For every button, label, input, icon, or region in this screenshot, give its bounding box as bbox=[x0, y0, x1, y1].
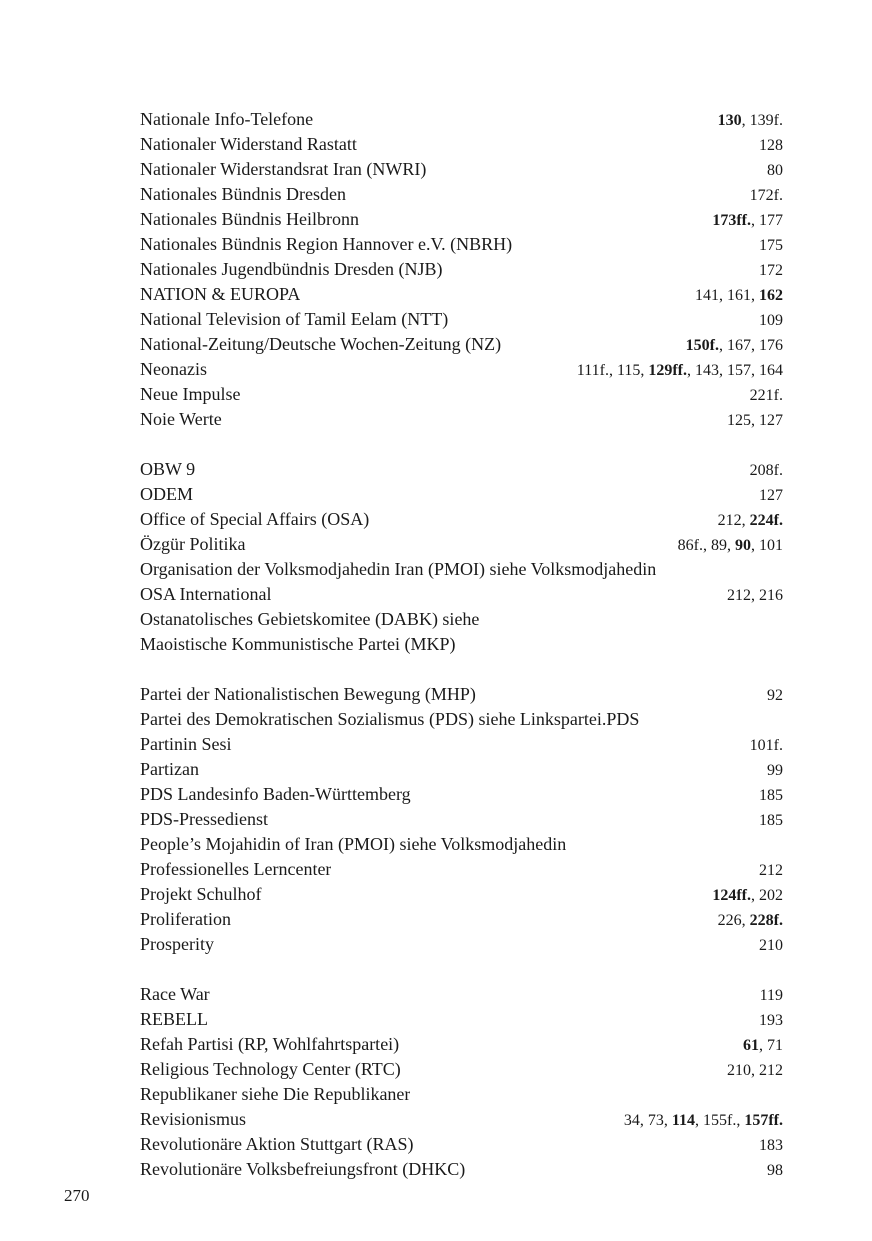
index-entry bbox=[140, 382, 783, 407]
index-term: Prosperity bbox=[140, 934, 214, 954]
page-ref: , 143, 157, 164 bbox=[687, 362, 783, 379]
page-references bbox=[666, 533, 783, 558]
page-references bbox=[747, 1008, 783, 1033]
page-ref: 210, 212 bbox=[727, 1062, 783, 1079]
index-entry bbox=[140, 157, 783, 182]
index-term: Race War bbox=[140, 984, 210, 1004]
page-references bbox=[706, 108, 783, 133]
page-ref: 98 bbox=[767, 1162, 783, 1179]
page-references bbox=[755, 158, 783, 183]
index-term: Nationales Bündnis Dresden bbox=[140, 184, 346, 204]
page-ref-main: 130 bbox=[717, 112, 742, 129]
index-term: Neue Impulse bbox=[140, 384, 241, 404]
index-entry bbox=[140, 757, 783, 782]
page-references bbox=[565, 358, 783, 383]
index-term: Partizan bbox=[140, 759, 199, 779]
index-term: PDS Landesinfo Baden-Württemberg bbox=[140, 784, 411, 804]
index-term: National-Zeitung/Deutsche Wochen-Zeitung (NZ) bbox=[140, 334, 502, 354]
index-entry bbox=[140, 482, 783, 507]
page-ref: 127 bbox=[759, 487, 783, 504]
page-ref: 183 bbox=[759, 1137, 783, 1154]
index-entry bbox=[140, 782, 783, 807]
index-entry bbox=[140, 507, 783, 532]
index-term: PDS-Pressedienst bbox=[140, 809, 269, 829]
index-term: Refah Partisi (RP, Wohlfahrtspartei) bbox=[140, 1034, 400, 1054]
index-entry bbox=[140, 107, 783, 132]
page-ref: , 155f., bbox=[695, 1112, 745, 1129]
index-term: OSA International bbox=[140, 584, 272, 604]
index-term: Nationales Jugendbündnis Dresden (NJB) bbox=[140, 259, 443, 279]
page-references bbox=[683, 283, 783, 308]
index-term: ODEM bbox=[140, 484, 193, 504]
page-references bbox=[706, 908, 783, 933]
index-entry bbox=[140, 1132, 783, 1157]
page-ref: 80 bbox=[767, 162, 783, 179]
index-term: NATION & EUROPA bbox=[140, 284, 301, 304]
page-references bbox=[700, 208, 783, 233]
index-term: Nationaler Widerstand Rastatt bbox=[140, 134, 357, 154]
page-references bbox=[715, 1058, 783, 1083]
page-references bbox=[755, 683, 783, 708]
page-references bbox=[747, 808, 783, 833]
page-references bbox=[748, 983, 783, 1008]
index-entry bbox=[140, 257, 783, 282]
index-term: REBELL bbox=[140, 1009, 208, 1029]
page-references bbox=[700, 883, 783, 908]
page-references bbox=[738, 458, 783, 483]
page-ref: 111f., 115, bbox=[576, 362, 649, 379]
page-ref: , 177 bbox=[751, 212, 783, 229]
page-references bbox=[715, 408, 783, 433]
index-entry bbox=[140, 1032, 783, 1057]
index-term: Revolutionäre Volksbefreiungsfront (DHKC) bbox=[140, 1159, 466, 1179]
index-term: Noie Werte bbox=[140, 409, 222, 429]
index-entry bbox=[140, 532, 783, 557]
index-entry bbox=[140, 632, 783, 657]
page-ref-main: 90 bbox=[735, 537, 751, 554]
page-ref: 212, bbox=[717, 512, 750, 529]
page-references bbox=[755, 1158, 783, 1183]
index-entry bbox=[140, 682, 783, 707]
page-references bbox=[747, 258, 783, 283]
index-term: National Television of Tamil Eelam (NTT) bbox=[140, 309, 449, 329]
index-term: Partei des Demokratischen Sozialismus (PDS) siehe Linkspartei.PDS bbox=[140, 709, 640, 729]
index-term: Nationales Bündnis Region Hannover e.V. (NBRH) bbox=[140, 234, 513, 254]
page-ref: , 139f. bbox=[741, 112, 783, 129]
index-entry bbox=[140, 857, 783, 882]
index-term: Professionelles Lerncenter bbox=[140, 859, 332, 879]
page-ref: 193 bbox=[759, 1012, 783, 1029]
page-references bbox=[738, 733, 783, 758]
index-entry bbox=[140, 907, 783, 932]
page-ref: 175 bbox=[759, 237, 783, 254]
page-references bbox=[747, 233, 783, 258]
page-ref: 185 bbox=[759, 787, 783, 804]
index-entry bbox=[140, 732, 783, 757]
index-term: Revolutionäre Aktion Stuttgart (RAS) bbox=[140, 1134, 414, 1154]
page-references bbox=[747, 1133, 783, 1158]
page-ref-main: 61 bbox=[743, 1037, 759, 1054]
page-references bbox=[747, 483, 783, 508]
page-ref-main: 162 bbox=[759, 287, 783, 304]
index-entry bbox=[140, 132, 783, 157]
page-references bbox=[731, 1033, 783, 1058]
page-ref-main: 224f. bbox=[749, 512, 783, 529]
index-term: Partinin Sesi bbox=[140, 734, 232, 754]
page-ref-main: 129ff. bbox=[648, 362, 687, 379]
page-ref: 101f. bbox=[749, 737, 783, 754]
index-entry bbox=[140, 982, 783, 1007]
page-ref: , 202 bbox=[751, 887, 783, 904]
index-term: Office of Special Affairs (OSA) bbox=[140, 509, 370, 529]
index-term: People’s Mojahidin of Iran (PMOI) siehe Volksmodjahedin bbox=[140, 834, 567, 854]
page-ref: , 167, 176 bbox=[719, 337, 783, 354]
index-term: Projekt Schulhof bbox=[140, 884, 262, 904]
index-entry bbox=[140, 582, 783, 607]
index-entry bbox=[140, 207, 783, 232]
page-references bbox=[755, 758, 783, 783]
page-ref: 212, 216 bbox=[727, 587, 783, 604]
index-term: Özgür Politika bbox=[140, 534, 246, 554]
page-ref: 221f. bbox=[749, 387, 783, 404]
index-term: Nationale Info-Telefone bbox=[140, 109, 314, 129]
page-references bbox=[747, 858, 783, 883]
page-ref: 226, bbox=[717, 912, 750, 929]
page-ref: 128 bbox=[759, 137, 783, 154]
page-ref: 172 bbox=[759, 262, 783, 279]
page-ref: 99 bbox=[767, 762, 783, 779]
page-ref: , 71 bbox=[759, 1037, 783, 1054]
index-entry bbox=[140, 1007, 783, 1032]
index-term: Partei der Nationalistischen Bewegung (MHP) bbox=[140, 684, 476, 704]
page-ref: 109 bbox=[759, 312, 783, 329]
index-term: Ostanatolisches Gebietskomitee (DABK) siehe bbox=[140, 609, 480, 629]
page-ref: 172f. bbox=[749, 187, 783, 204]
index-list bbox=[140, 107, 783, 1182]
page-ref: 141, 161, bbox=[695, 287, 759, 304]
page-references bbox=[612, 1108, 783, 1133]
index-entry bbox=[140, 932, 783, 957]
index-term: Republikaner siehe Die Republikaner bbox=[140, 1084, 411, 1104]
index-term: Maoistische Kommunistische Partei (MKP) bbox=[140, 634, 456, 654]
page-ref: 212 bbox=[759, 862, 783, 879]
index-entry bbox=[140, 457, 783, 482]
index-term: Proliferation bbox=[140, 909, 231, 929]
group-separator bbox=[140, 957, 783, 982]
index-term: OBW 9 bbox=[140, 459, 196, 479]
index-entry bbox=[140, 1082, 783, 1107]
index-entry bbox=[140, 182, 783, 207]
index-term: Nationaler Widerstandsrat Iran (NWRI) bbox=[140, 159, 427, 179]
page-ref: 208f. bbox=[749, 462, 783, 479]
group-separator bbox=[140, 432, 783, 457]
index-entry bbox=[140, 707, 783, 732]
page-ref: , 101 bbox=[751, 537, 783, 554]
index-entry bbox=[140, 1157, 783, 1182]
index-entry bbox=[140, 607, 783, 632]
page-ref-main: 124ff. bbox=[712, 887, 751, 904]
page-ref: 210 bbox=[759, 937, 783, 954]
index-term: Revisionismus bbox=[140, 1109, 247, 1129]
page-number: 270 bbox=[64, 1186, 90, 1205]
index-entry bbox=[140, 357, 783, 382]
page-references bbox=[747, 783, 783, 808]
page-ref: 92 bbox=[767, 687, 783, 704]
index-entry bbox=[140, 307, 783, 332]
page-ref: 185 bbox=[759, 812, 783, 829]
index-entry bbox=[140, 332, 783, 357]
page-references bbox=[706, 508, 783, 533]
index-term: Nationales Bündnis Heilbronn bbox=[140, 209, 359, 229]
index-entry bbox=[140, 282, 783, 307]
index-entry bbox=[140, 1057, 783, 1082]
page-ref-main: 150f. bbox=[685, 337, 719, 354]
page-ref: 86f., 89, bbox=[677, 537, 735, 554]
page-ref: 119 bbox=[759, 987, 783, 1004]
index-entry bbox=[140, 557, 783, 582]
page-references bbox=[674, 333, 783, 358]
page-references bbox=[747, 933, 783, 958]
page-references bbox=[738, 183, 783, 208]
index-term: Organisation der Volksmodjahedin Iran (PMOI) siehe Volksmodjahedin bbox=[140, 559, 657, 579]
index-entry bbox=[140, 407, 783, 432]
index-entry bbox=[140, 832, 783, 857]
page-references bbox=[715, 583, 783, 608]
page-ref: 125, 127 bbox=[727, 412, 783, 429]
page-ref: 34, 73, bbox=[623, 1112, 672, 1129]
index-entry bbox=[140, 882, 783, 907]
index-term: Religious Technology Center (RTC) bbox=[140, 1059, 401, 1079]
page-references bbox=[747, 308, 783, 333]
index-entry bbox=[140, 232, 783, 257]
page-ref-main: 114 bbox=[671, 1112, 696, 1129]
group-separator bbox=[140, 657, 783, 682]
page-ref-main: 157ff. bbox=[744, 1112, 783, 1129]
index-term: Neonazis bbox=[140, 359, 207, 379]
page-ref-main: 228f. bbox=[749, 912, 783, 929]
index-entry bbox=[140, 1107, 783, 1132]
page-references bbox=[738, 383, 783, 408]
page-references bbox=[747, 133, 783, 158]
index-entry bbox=[140, 807, 783, 832]
page-ref-main: 173ff. bbox=[712, 212, 751, 229]
